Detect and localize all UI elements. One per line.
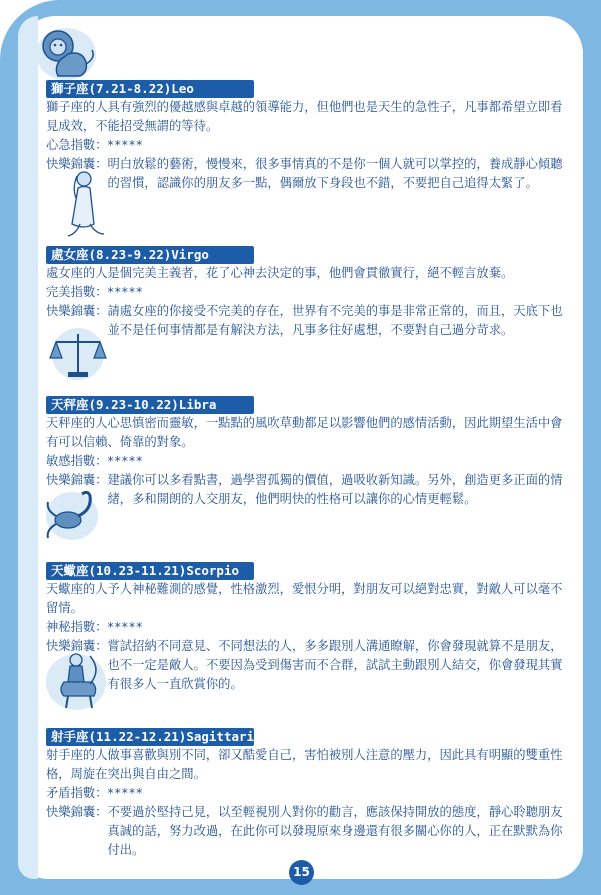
- lion-icon: [30, 24, 102, 82]
- section-header: 獅子座(7.21-8.22)Leo: [46, 80, 254, 98]
- star-rating: *****: [107, 138, 144, 152]
- star-rating: *****: [107, 285, 144, 299]
- tips-text: 不要過於堅持己見，以至輕視別人對你的勸言，應該保持開放的態度，靜心聆聽朋友真誠的話，努力改過，在此你可以發現原來身邊還有很多關心你的人，正在默默為你付出。: [107, 805, 563, 857]
- index-row: [46, 283, 566, 302]
- tips-row: [46, 471, 566, 509]
- tips-label: 快樂錦囊：: [46, 473, 108, 487]
- section-intro: 處女座的人是個完美主義者，花了心神去決定的事，他們會貫徹實行，絕不輕言放棄。: [46, 266, 514, 280]
- tips-row: [46, 155, 566, 193]
- index-label: 心急指數：: [46, 138, 108, 152]
- star-rating: *****: [107, 786, 144, 800]
- section-intro: 天蠍座的人予人神秘難測的感覺，性格激烈，愛恨分明，對朋友可以絕對忠實，對敵人可以毫不留情。: [46, 582, 563, 615]
- section-libra: [46, 396, 566, 509]
- section-sagittarius: [46, 728, 566, 860]
- section-header: 處女座(8.23-9.22)Virgo: [46, 246, 254, 264]
- tips-label: 快樂錦囊：: [46, 639, 108, 653]
- tips-text: 建議你可以多看點書，過學習孤獨的價值，過吸收新知識。另外，創造更多正面的情緒，多和開朗的人交朋友，他們明快的性格可以讓你的心情更輕鬆。: [107, 473, 563, 506]
- section-leo: [46, 80, 566, 193]
- star-rating: *****: [107, 620, 144, 634]
- section-intro: 射手座的人做事喜歡與別不同，卻又酷愛自己，害怕被別人注意的壓力，因此具有明顯的雙重性格，周旋在突出與自由之間。: [46, 748, 563, 781]
- tips-label: 快樂錦囊：: [46, 304, 108, 318]
- section-header: 天蠍座(10.23-11.21)Scorpio: [46, 562, 254, 580]
- section-header: 天秤座(9.23-10.22)Libra: [46, 396, 254, 414]
- index-row: [46, 136, 566, 155]
- index-label: 矛盾指數：: [46, 786, 108, 800]
- index-label: 神秘指數：: [46, 620, 108, 634]
- tips-row: [46, 637, 566, 694]
- virgo-maiden-icon: [56, 168, 110, 240]
- tips-label: 快樂錦囊：: [46, 805, 108, 819]
- tips-row: [46, 803, 566, 860]
- section-header: 射手座(11.22-12.21)Sagittari: [46, 728, 254, 746]
- centaur-archer-icon: [40, 648, 112, 712]
- tips-row: [46, 302, 566, 340]
- index-label: 敏感指數：: [46, 454, 108, 468]
- star-rating: *****: [107, 454, 144, 468]
- tips-text: 嘗試招納不同意見、不同想法的人，多多跟別人溝通瞭解，你會發現就算不是朋友，也不一定是敵人。不要因為受到傷害而不合群，試試主動跟別人結交，你會發現其實有很多人一直欣賞你的。: [107, 639, 563, 691]
- tips-label: 快樂錦囊：: [46, 157, 108, 171]
- section-scorpio: [46, 562, 566, 694]
- index-row: [46, 784, 566, 803]
- section-intro: 獅子座的人具有強烈的優越感與卓越的領導能力，但他們也是天生的急性子，凡事都希望立即看見成效，不能招受無謂的等待。: [46, 100, 563, 133]
- index-row: [46, 452, 566, 471]
- tips-text: 請處女座的你接受不完美的存在，世界有不完美的事是非常正常的，而且，天底下也並不是任何事情都是有解決方法，凡事多往好處想，不要對自己過分苛求。: [107, 304, 563, 337]
- index-label: 完美指數：: [46, 285, 108, 299]
- scorpion-icon: [38, 486, 108, 544]
- index-row: [46, 618, 566, 637]
- page-side-strip: [18, 16, 38, 879]
- page-number: 15: [289, 860, 314, 885]
- section-intro: 天秤座的人心思慎密而靈敏，一點點的風吹草動都足以影響他們的感情活動，因此期望生活中會有可以信賴、倚靠的對象。: [46, 416, 563, 449]
- libra-scales-icon: [46, 326, 110, 382]
- section-virgo: [46, 246, 566, 340]
- tips-text: 明白放鬆的藝術，慢慢來，很多事情真的不是你一個人就可以掌控的，養成靜心傾聽的習慣，認識你的朋友多一點，偶爾放下身段也不錯，不要把自己追得太緊了。: [107, 157, 563, 190]
